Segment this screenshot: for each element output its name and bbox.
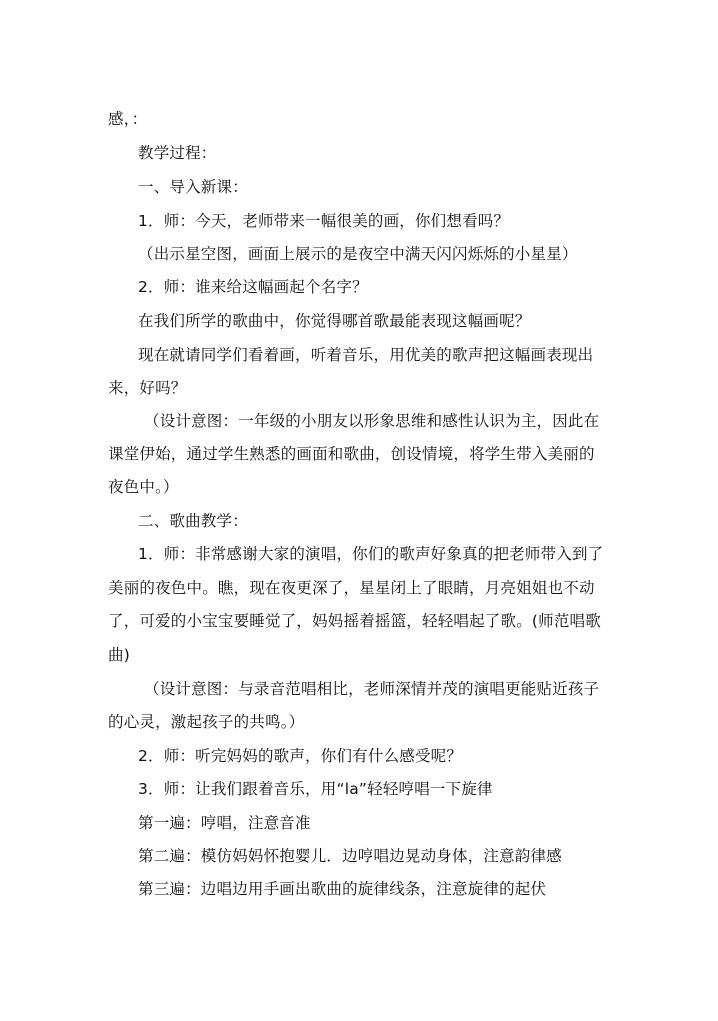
text-line: 1．师：非常感谢大家的演唱，你们的歌声好象真的把老师带入到了 [138, 545, 604, 563]
section-heading: 二、歌曲教学： [138, 512, 248, 530]
text-line: 感，： [108, 110, 148, 128]
text-line: 第三遍：边唱边用手画出歌曲的旋律线条，注意旋律的起伏 [138, 880, 547, 898]
text-line: 1．师：今天，老师带来一幅很美的画，你们想看吗？ [138, 212, 510, 230]
text-line: 的心灵，激起孩子的共鸣。） [108, 713, 305, 731]
text-line: 第二遍：模仿妈妈怀抱婴儿．边哼唱边晃动身体，注意韵律感 [138, 847, 562, 865]
section-heading: 教学过程： [138, 144, 217, 162]
text-line: 了，可爱的小宝宝要睡觉了，妈妈摇着摇篮，轻轻唱起了歌。(师范唱歌 [108, 612, 601, 630]
text-line: （设计意图：与录音范唱相比，老师深情并茂的演唱更能贴近孩子 [144, 680, 600, 698]
text-line: 2．师：听完妈妈的歌声，你们有什么感受呢？ [138, 747, 463, 765]
text-line: （出示星空图，画面上展示的是夜空中满天闪闪烁烁的小星星） [138, 245, 578, 263]
section-heading: 一、导入新课： [138, 178, 248, 196]
text-line: 第一遍：哼唱，注意音准 [138, 814, 311, 832]
text-line: （设计意图：一年级的小朋友以形象思维和感性认识为主，因此在 [144, 412, 600, 430]
text-line: 3．师：让我们跟着音乐，用“la”轻轻哼唱一下旋律 [138, 780, 493, 798]
text-line: 美丽的夜色中。瞧，现在夜更深了，星星闭上了眼睛，月亮姐姐也不动 [108, 579, 595, 597]
text-line: 2．师：谁来给这幅画起个名字？ [138, 278, 368, 296]
text-line: 现在就请同学们看着画，听着音乐，用优美的歌声把这幅画表现出 [138, 346, 594, 364]
text-line: 课堂伊始，通过学生熟悉的画面和歌曲，创设情境，将学生带入美丽的 [108, 445, 595, 463]
text-line: 来，好吗？ [108, 379, 187, 397]
text-line: 在我们所学的歌曲中，你觉得哪首歌最能表现这幅画呢？ [138, 312, 531, 330]
text-line: 夜色中。） [108, 478, 179, 496]
text-line: 曲) [108, 646, 130, 664]
